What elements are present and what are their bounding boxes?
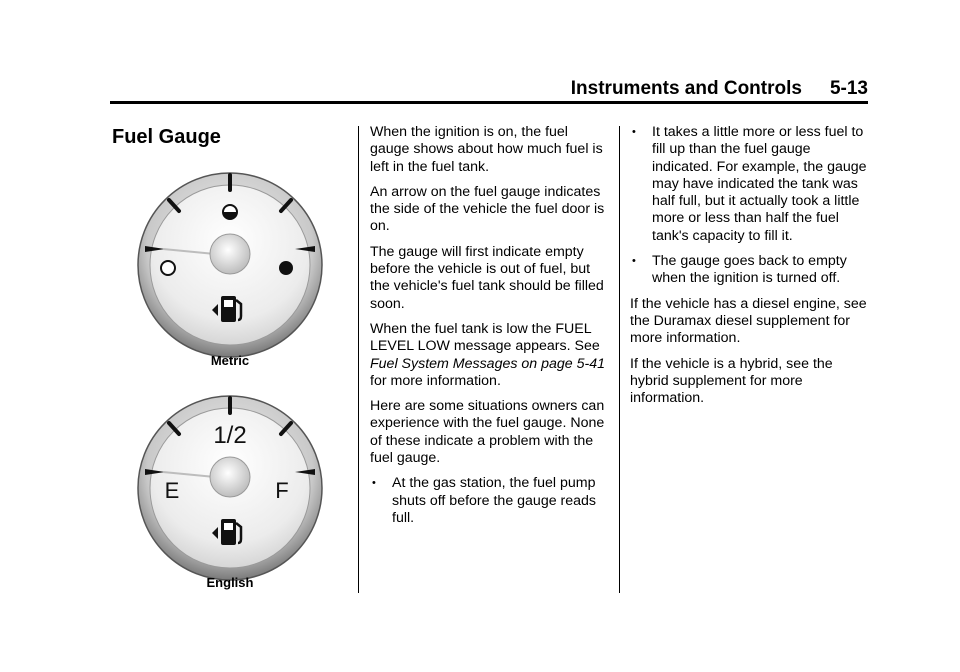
low-fuel-text: When the fuel tank is low the FUEL LEVEL LOW message appears. See <box>370 320 600 355</box>
right-column <box>630 124 870 415</box>
middle-column <box>370 124 610 535</box>
column-divider-right <box>619 126 620 593</box>
bullet-text: The gauge goes back to empty when the ignition is turned off. <box>652 253 847 287</box>
paragraph-situations: Here are some situations owners can experience with the fuel gauge. None of these indicate a problem with the fuel gauge. <box>370 398 605 467</box>
header-text <box>571 78 868 100</box>
metric-fuel-gauge-figure <box>135 170 325 360</box>
paragraph-empty: The gauge will first indicate empty before the vehicle is out of fuel, but the vehicle's fuel tank should be filled soon. <box>370 243 604 312</box>
paragraph-hybrid: If the vehicle is a hybrid, see the hybrid supplement for more information. <box>630 355 833 407</box>
header-section: Instruments and Controls <box>570 78 802 99</box>
section-title: Fuel Gauge <box>112 126 221 148</box>
metric-caption: Metric <box>210 353 250 368</box>
english-fuel-gauge-figure <box>135 393 325 583</box>
half-circle-mark <box>223 205 237 219</box>
empty-circle-mark <box>161 261 175 275</box>
bullet-item <box>630 124 870 245</box>
bullet-icon: • <box>372 477 376 490</box>
low-fuel-tail: for more information. <box>370 372 501 389</box>
gauge-hub <box>210 457 250 497</box>
page-header <box>110 0 868 104</box>
empty-label: E <box>164 478 180 503</box>
paragraph-ignition: When the ignition is on, the fuel gauge shows about how much fuel is left in the fuel tank. <box>370 124 603 175</box>
full-circle-mark <box>279 261 293 275</box>
bullet-icon: • <box>632 126 636 138</box>
english-caption: English <box>206 575 254 590</box>
paragraph-arrow: An arrow on the fuel gauge indicates the side of the vehicle the fuel door is on. <box>370 183 605 235</box>
bullet-text: It takes a little more or less fuel to fill up than the fuel gauge indicated. For example, the gauge may have indicated the tank was half full, but it actually took a little more or less than half the fuel tank's capacity to fill it. <box>652 124 867 244</box>
paragraph-low-fuel <box>370 321 610 390</box>
bullet-item <box>370 475 610 527</box>
bullet-item <box>630 253 870 288</box>
center-label: 1/2 <box>213 422 247 449</box>
paragraph-diesel: If the vehicle has a diesel engine, see the Duramax diesel supplement for more information. <box>630 295 867 347</box>
header-rule <box>110 101 868 104</box>
bullet-text: At the gas station, the fuel pump shuts off before the gauge reads full. <box>392 475 597 526</box>
gauge-hub <box>210 234 250 274</box>
header-page-number: 5-13 <box>829 78 868 99</box>
column-divider-left <box>358 126 359 593</box>
fuel-system-messages-link[interactable]: Fuel System Messages on page 5-41 <box>370 355 606 372</box>
full-label: F <box>275 478 289 503</box>
bullet-icon: • <box>632 255 636 268</box>
